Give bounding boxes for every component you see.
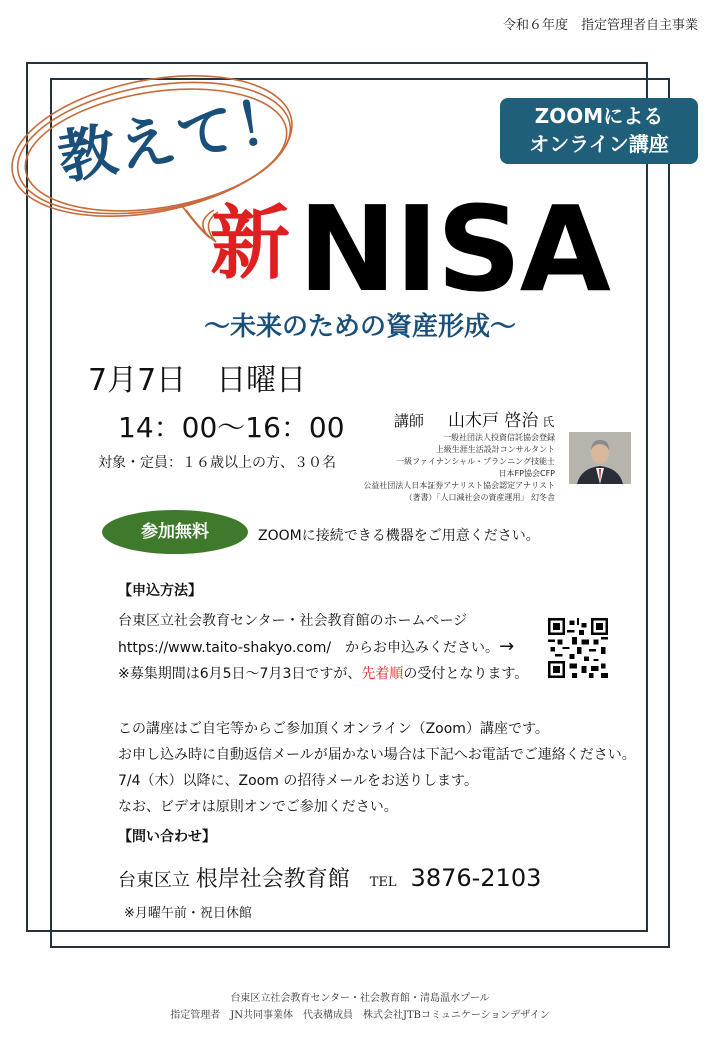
contact-info [118,862,541,893]
footer [0,990,720,1024]
subtitle: 〜未来のための資産形成〜 [204,312,517,342]
period-pre: ※募集期間は6月5日〜7月3日ですが、 [118,666,362,682]
title-nisa: NISA [298,180,609,318]
apply-url-line [118,636,514,657]
badge-line-1: ZOOMによる [534,104,664,128]
contact-heading: 【問い合わせ】 [118,829,216,845]
badge-line-2: オンライン講座 [529,132,669,156]
catchphrase-teach: 教えて！ [52,83,302,193]
apply-heading: 【申込方法】 [118,583,202,599]
event-time: 14：00〜16：00 [118,411,345,444]
period-post: の受付となります。 [403,666,529,682]
title-new: 新 [210,197,290,290]
period-first-come: 先着順 [361,666,404,682]
lecturer-suffix: 氏 [542,415,555,429]
free-participation-badge: 参加無料 [102,510,248,554]
target-audience: 対象・定員：１６歳以上の方、３０名 [98,455,336,471]
contact-facility: 根岸社会教育館 [195,867,350,892]
fiscal-year-label: 令和６年度 指定管理者自主事業 [502,18,698,33]
contact-ward: 台東区立 [118,870,190,891]
apply-line: 台東区立社会教育センター・社会教育館のホームページ [118,613,468,629]
closed-days: ※月曜午前・祝日休館 [124,906,252,921]
apply-url-suffix: からお申込みください。 [345,640,500,656]
lecturer-label: 講師 [394,412,425,430]
contact-phone[interactable]: 3876-2103 [410,864,542,892]
credential-line: 上級生涯生活設計コンサルタント [435,445,555,454]
device-note: ZOOMに接続できる機器をご用意ください。 [258,528,540,544]
footer-line-1: 台東区立社会教育センター・社会教育館・清島温水プール [230,993,490,1004]
apply-url[interactable]: https://www.taito-shakyo.com/ [118,640,332,656]
tel-label: TEL [369,875,397,890]
credential-line: 一般社団法人投資信託協会登録 [443,433,555,442]
weekday-text: 日曜日 [216,363,307,398]
note-line: お申し込み時に自動返信メールが届かない場合は下記へお電話でご連絡ください。 [118,747,636,763]
lecturer-name: 山木戸 啓治 [448,411,539,431]
lecturer-photo [569,432,631,484]
note-line: この講座はご自宅等からご参加頂くオンライン（Zoom）講座です。 [118,721,549,737]
credential-line: （著書）「人口減社会の資産運用」 幻冬舎 [404,493,555,502]
event-date [88,355,306,399]
credential-line: 日本FP協会CFP [498,469,555,478]
qr-code-icon[interactable] [548,618,608,678]
zoom-online-badge [500,98,698,164]
lecturer-heading [394,406,554,431]
credential-line: 公益社団法人日本証券アナリスト協会認定アナリスト [363,481,555,490]
footer-line-2: 指定管理者 JN共同事業体 代表構成員 株式会社JTBコミュニケーションデザイン [170,1010,550,1021]
note-line: なお、ビデオは原則オンでご参加ください。 [118,799,398,815]
note-line: 7/4（木）以降に、Zoom の招待メールをお送りします。 [118,773,478,789]
date-text: 7月7日 [88,363,187,398]
arrow-icon: → [499,636,515,657]
credential-line: 一級ファイナンシャル・プランニング技能士 [396,457,555,466]
lecturer-credentials [363,432,555,504]
apply-period [118,663,528,683]
